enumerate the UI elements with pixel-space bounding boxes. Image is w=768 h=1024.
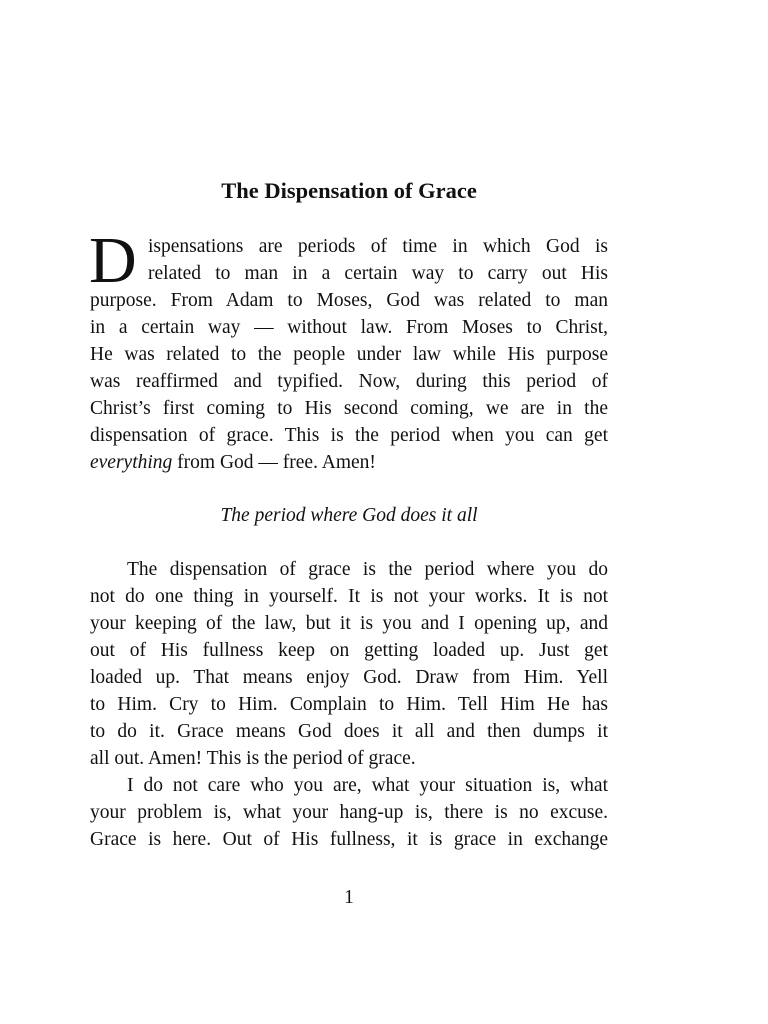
paragraph2-line: out of His fullness keep on getting loaded up. Just get (90, 640, 608, 661)
page-number: 1 (344, 887, 354, 908)
emphasis-everything: everything (90, 452, 173, 473)
paragraph2-line: to Him. Cry to Him. Complain to Him. Tell Him He has (90, 694, 608, 715)
paragraph1-line1: ispensations are periods of time in which God is (148, 236, 608, 257)
paragraph1-line9-rest: from God — free. Amen! (172, 452, 376, 473)
paragraph1-line4: in a certain way — without law. From Moses to Christ, (90, 317, 608, 338)
chapter-title: The Dispensation of Grace (221, 178, 477, 203)
paragraph1-line3: purpose. From Adam to Moses, God was related to man (90, 290, 608, 311)
paragraph1-line5: He was related to the people under law while His purpose (90, 344, 608, 365)
paragraph2-line: your keeping of the law, but it is you and I opening up, and (90, 613, 608, 634)
paragraph1-line2: related to man in a certain way to carry out His (148, 263, 608, 284)
paragraph3-line: I do not care who you are, what your situation is, what (127, 775, 608, 796)
paragraph1-line8: dispensation of grace. This is the period when you can get (90, 425, 608, 446)
section-subheading: The period where God does it all (220, 505, 478, 526)
paragraph2-line: loaded up. That means enjoy God. Draw from Him. Yell (90, 667, 608, 688)
paragraph3-line: your problem is, what your hang-up is, there is no excuse. (90, 802, 608, 823)
paragraph2-line: The dispensation of grace is the period where you do (127, 559, 608, 580)
paragraph2-line: not do one thing in yourself. It is not your works. It is not (90, 586, 608, 607)
paragraph2-line: all out. Amen! This is the period of grace. (90, 748, 416, 769)
paragraph1-line7: Christ’s first coming to His second coming, we are in the (90, 398, 608, 419)
paragraph3-line: Grace is here. Out of His fullness, it is grace in exchange (90, 829, 608, 850)
drop-cap: D (89, 224, 137, 297)
paragraph1-line6: was reaffirmed and typified. Now, during this period of (90, 371, 608, 392)
paragraph1-line9 (90, 449, 608, 476)
paragraph2-line: to do it. Grace means God does it all and then dumps it (90, 721, 608, 742)
